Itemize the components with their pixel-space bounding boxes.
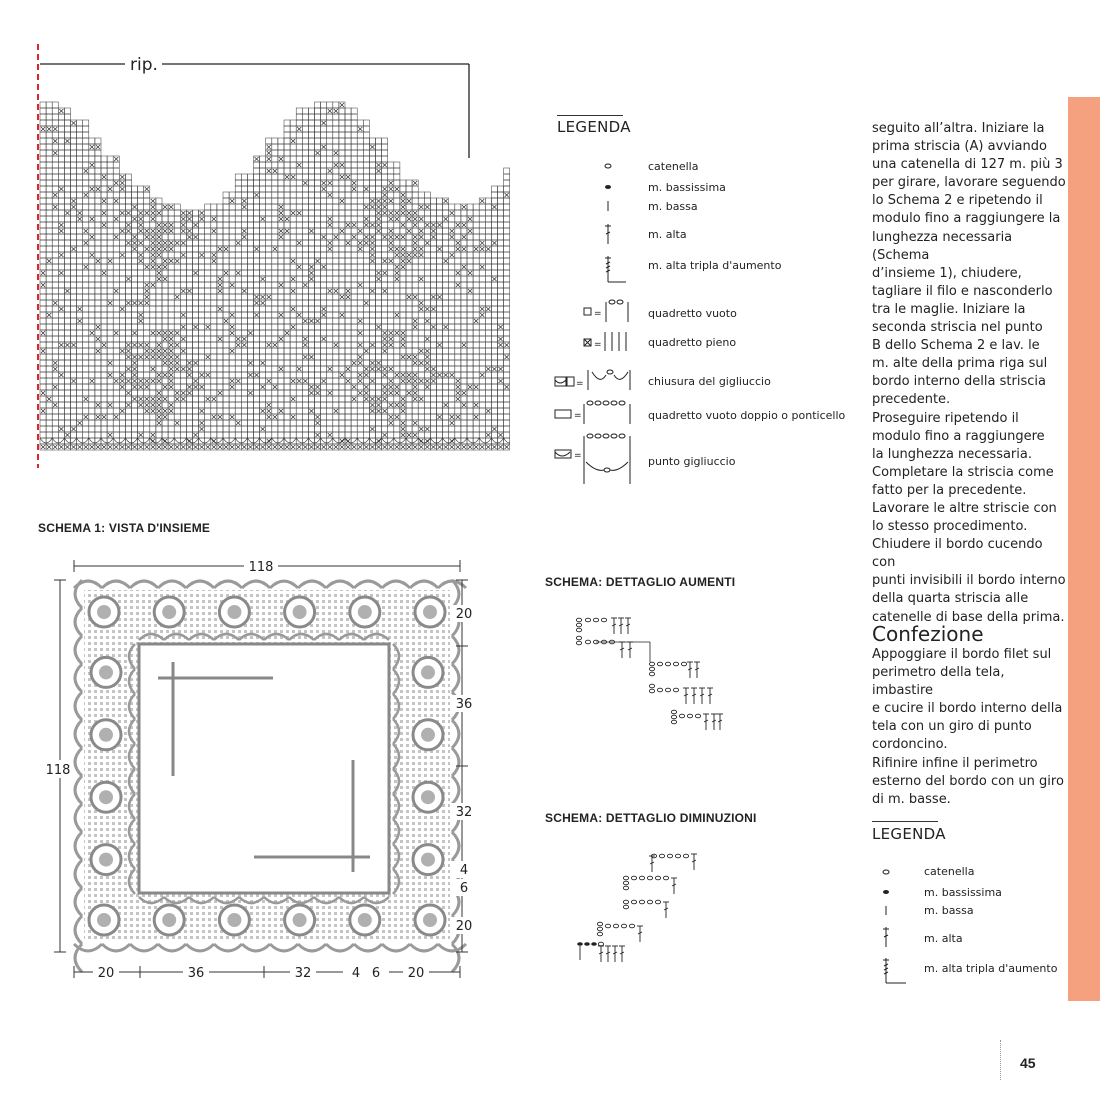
instructions-line: lo Schema 2 e ripetendo il (872, 193, 1043, 209)
confezione-line: Rifinire infine il perimetro (872, 755, 1038, 771)
chain-stitch-icon (623, 881, 628, 885)
chain-stitch-icon (621, 924, 626, 928)
chain-stitch-icon (597, 922, 602, 926)
instructions-line: B dello Schema 2 e lav. le (872, 338, 1040, 354)
chain-stitch-icon (631, 900, 636, 904)
confezione-line: cordoncino. (872, 737, 948, 753)
instructions-line: per girare, lavorare seguendo (872, 175, 1066, 191)
dim-bottom (74, 963, 460, 981)
repeat-label: rip. (130, 55, 158, 75)
instructions-line: punti invisibili il bordo interno (872, 573, 1066, 589)
chain-stitch-icon (673, 662, 678, 666)
dim-left-total: 118 (45, 763, 71, 778)
chain-stitch-icon (576, 628, 581, 632)
instructions-line: fatto per la precedente. (872, 482, 1027, 498)
chain-stitch-icon (598, 942, 603, 946)
chain-stitch-icon (605, 164, 611, 168)
instructions-line: prima striscia (A) avviando (872, 139, 1047, 155)
legend-label-chiusura-gigliuccio: chiusura del gigliuccio (648, 375, 771, 388)
chain-stitch-icon (585, 640, 590, 644)
dim-right-value: 6 (459, 881, 469, 896)
chain-stitch-icon (655, 876, 660, 880)
dim-right (451, 580, 477, 952)
instructions-line: Proseguire ripetendo il (872, 410, 1019, 426)
chain-stitch-icon (576, 641, 581, 645)
chain-stitch-icon (639, 876, 644, 880)
chain-stitch-icon (613, 924, 618, 928)
confezione-line: di m. basse. (872, 791, 951, 807)
dim-bottom-value: 36 (187, 966, 205, 981)
instructions-line: la lunghezza necessaria. (872, 446, 1032, 462)
confezione-line: tela con un giro di punto (872, 719, 1032, 735)
legend-label-quadretto-vuoto: quadretto vuoto (648, 307, 737, 320)
legend-small-label-bassissima: m. bassissima (924, 886, 1002, 899)
chain-stitch-icon (576, 618, 581, 622)
chain-stitch-icon (671, 715, 676, 719)
chain-stitch-icon (683, 854, 688, 858)
legend-title: LEGENDA (557, 118, 631, 136)
confezione-line: esterno del bordo con un giro (872, 773, 1064, 789)
confezione-line: e cucire il bordo interno della (872, 701, 1063, 717)
triple-increase-icon (883, 958, 906, 983)
chain-stitch-icon (639, 900, 644, 904)
dim-right-value: 36 (455, 697, 473, 712)
legend-label-alta-tripla: m. alta tripla d'aumento (648, 259, 782, 272)
confezione-title: Confezione (872, 622, 984, 646)
dim-bottom-value: 4 (351, 966, 361, 981)
legend-label-alta: m. alta (648, 228, 687, 241)
chain-stitch-icon (649, 684, 654, 688)
legend-label-catenella: catenella (648, 160, 699, 173)
detail-decrease-title: SCHEMA: DETTAGLIO DIMINUZIONI (545, 811, 757, 825)
chain-stitch-icon (675, 854, 680, 858)
chain-stitch-icon (655, 900, 660, 904)
legend-small-symbols (872, 860, 912, 990)
legend-rule (557, 115, 623, 116)
confezione-text (872, 646, 1067, 809)
chain-stitch-icon (629, 924, 634, 928)
chain-stitch-icon (597, 927, 602, 931)
legend-label-quadretto-pieno: quadretto pieno (648, 336, 737, 349)
chain-stitch-icon (576, 636, 581, 640)
chain-stitch-icon (657, 662, 662, 666)
chain-stitch-icon (605, 924, 610, 928)
dim-right-value: 20 (455, 607, 473, 622)
accent-band (1068, 97, 1100, 1001)
instructions-text (872, 120, 1067, 627)
slip-stitch-icon (584, 942, 590, 946)
chain-stitch-icon (671, 720, 676, 724)
chain-stitch-icon (673, 688, 678, 692)
instructions-line: Completare la striscia come (872, 464, 1054, 480)
page-number-divider (1000, 1040, 1001, 1080)
legend-symbols (550, 150, 850, 490)
schema1-title: SCHEMA 1: VISTA D'INSIEME (38, 521, 211, 535)
instructions-line: seconda striscia nel punto (872, 320, 1043, 336)
legend-small-label-alta-tripla: m. alta tripla d'aumento (924, 962, 1058, 975)
lacet-stitch-icon (555, 434, 630, 484)
chain-stitch-icon (681, 662, 686, 666)
empty-square-icon (584, 300, 628, 322)
chain-stitch-icon (623, 886, 628, 890)
confezione-line: Appoggiare il bordo filet sul (872, 647, 1052, 662)
instructions-line: tra le maglie. Iniziare la (872, 301, 1026, 317)
double-crochet-icon (883, 927, 889, 947)
instructions-line: modulo fino a raggiungere la (872, 211, 1061, 227)
chain-stitch-icon (883, 870, 889, 874)
legend-small-list (872, 860, 1062, 990)
detail-increase-title: SCHEMA: DETTAGLIO AUMENTI (545, 575, 736, 589)
chain-stitch-icon (665, 688, 670, 692)
slip-stitch-icon (883, 890, 889, 894)
instructions-line: modulo fino a raggiungere (872, 428, 1045, 444)
chain-stitch-icon (695, 714, 700, 718)
chain-stitch-icon (647, 900, 652, 904)
instructions-line: lunghezza necessaria (Schema (872, 229, 1013, 263)
schema1-overview (40, 552, 490, 982)
chain-stitch-icon (585, 618, 590, 622)
double-empty-square-icon (555, 401, 630, 424)
instructions-line: m. alte della prima riga sul (872, 356, 1048, 372)
doily-diagram (40, 552, 490, 982)
chain-stitch-icon (631, 876, 636, 880)
legend-small-rule (872, 821, 938, 822)
instructions-line: lo stesso procedimento. (872, 519, 1028, 535)
instructions-line: d’insieme 1), chiudere, (872, 265, 1022, 281)
chain-stitch-icon (623, 905, 628, 909)
slip-stitch-icon (591, 942, 597, 946)
confezione-line: perimetro della tela, imbastire (872, 665, 1005, 699)
dim-right-value: 20 (455, 919, 473, 934)
double-crochet-icon (605, 224, 611, 244)
instructions-line: precedente. (872, 392, 951, 408)
chain-stitch-icon (671, 710, 676, 714)
chain-stitch-icon (679, 714, 684, 718)
lacet-close-icon (555, 370, 630, 390)
chain-stitch-icon (665, 662, 670, 666)
legend-label-vuoto-doppio: quadretto vuoto doppio o ponticello (648, 409, 846, 422)
chain-stitch-icon (576, 623, 581, 627)
chain-stitch-icon (667, 854, 672, 858)
chain-stitch-icon (649, 667, 654, 671)
legend-list (550, 150, 850, 490)
slip-stitch-icon (577, 942, 583, 946)
instructions-line: tagliare il filo e nasconderlo (872, 283, 1053, 299)
detail-increase-diagram (570, 612, 740, 742)
dim-bottom-value: 20 (97, 966, 115, 981)
triple-increase-icon (605, 256, 626, 282)
filet-chart (30, 40, 510, 470)
dim-top-total: 118 (248, 560, 274, 575)
instructions-line: catenelle di base della prima. (872, 609, 1065, 625)
instructions-line: Chiudere il bordo cucendo con (872, 537, 1043, 571)
page-number: 45 (1020, 1055, 1036, 1071)
dim-right-value: 32 (455, 805, 473, 820)
instructions-line: bordo interno della striscia (872, 374, 1046, 390)
chain-stitch-icon (649, 662, 654, 666)
legend-label-bassa: m. bassa (648, 200, 698, 213)
dim-right-value: 4 (459, 863, 469, 878)
chain-stitch-icon (659, 854, 664, 858)
instructions-line: della quarta striscia alle (872, 591, 1029, 607)
legend-small-label-bassa: m. bassa (924, 904, 974, 917)
slip-stitch-icon (605, 185, 611, 189)
filet-chart-grid (30, 40, 510, 470)
filled-square-icon (584, 332, 626, 351)
chain-stitch-icon (593, 618, 598, 622)
detail-decrease-diagram (570, 848, 720, 973)
instructions-line: Lavorare le altre striscie con (872, 500, 1057, 516)
chain-stitch-icon (623, 900, 628, 904)
chain-stitch-icon (623, 876, 628, 880)
instructions-line: seguito all’altra. Iniziare la (872, 121, 1045, 136)
legend-small-title: LEGENDA (872, 825, 946, 843)
chain-stitch-icon (601, 618, 606, 622)
legend-small-label-alta: m. alta (924, 932, 963, 945)
chain-stitch-icon (687, 714, 692, 718)
chain-stitch-icon (657, 688, 662, 692)
legend-label-bassissima: m. bassissima (648, 181, 726, 194)
legend-label-gigliuccio: punto gigliuccio (648, 455, 736, 468)
chain-stitch-icon (649, 672, 654, 676)
legend-small-label-catenella: catenella (924, 865, 975, 878)
dim-bottom-value: 32 (294, 966, 312, 981)
instructions-line: una catenella di 127 m. più 3 (872, 157, 1063, 173)
dim-bottom-value: 20 (407, 966, 425, 981)
dim-bottom-value: 6 (371, 966, 381, 981)
chain-stitch-icon (647, 876, 652, 880)
chain-stitch-icon (649, 689, 654, 693)
chain-stitch-icon (663, 876, 668, 880)
chain-stitch-icon (597, 932, 602, 936)
